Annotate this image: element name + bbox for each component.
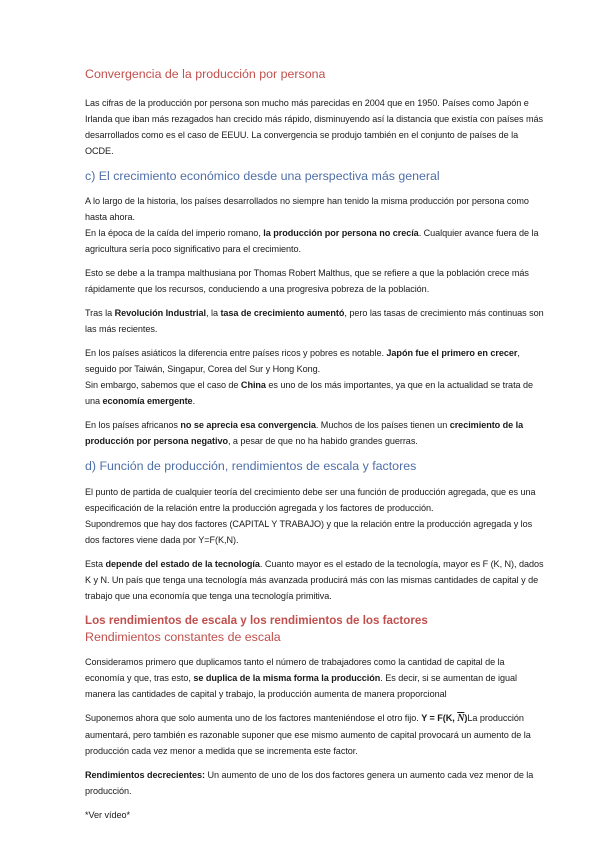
heading-rendimientos: Los rendimientos de escala y los rendimientos de los factores bbox=[85, 613, 428, 627]
paragraph-rendimientos-constantes: Consideramos primero que duplicamos tanto el número de trabajadores como la cantidad de capital de la economía y que, tras esto, se duplica de la misma forma la producción. Es decir, si se aumentan de igual manera las cantidades de capital y trabajo, la producción aumenta de manera proporcional bbox=[85, 657, 518, 700]
paragraph-un-factor: Suponemos ahora que solo aumenta uno de los factores manteniéndose el otro fijo. Y = F(K, $\overline{N})La$ producción aumentará, pero también es razonable suponer que ese mismo aumento de capital provocará un aumento de la producción cada vez menor a medida que se incrementa este factor. bbox=[85, 713, 531, 757]
paragraph-historia: A lo largo de la historia, los países desarrollados no siempre han tenido la misma producción por persona como hasta ahora. bbox=[85, 196, 529, 222]
paragraph-rendimientos-decrecientes: Rendimientos decrecientes: Un aumento de uno de los dos factores genera un aumento cada vez menor de la producción. bbox=[85, 770, 534, 797]
heading-crecimiento-general: c) El crecimiento económico desde una perspectiva más general bbox=[85, 168, 440, 183]
paragraph-ver-video: *Ver vídeo* bbox=[85, 810, 130, 821]
paragraph-revolucion-industrial: Tras la Revolución Industrial, la tasa de crecimiento aumentó, pero las tasas de crecimiento más continuas son las más recientes. bbox=[85, 308, 544, 334]
heading-convergencia: Convergencia de la producción por persona bbox=[85, 67, 326, 81]
paragraph-china: Sin embargo, sabemos que el caso de China es uno de los más importantes, ya que en la actualidad se trata de una economía emergente. bbox=[85, 380, 534, 406]
subheading-rendimientos-constantes: Rendimientos constantes de escala bbox=[85, 629, 281, 644]
paragraph-convergencia: Las cifras de la producción por persona son mucho más parecidas en 2004 que en 1950. Países como Japón e Irlanda que iban más rezagados han crecido más rápido, disminuyendo así la distancia que existía con países más desarrollados como es el caso de EEUU. La convergencia se produjo también en el conjunto de países de la OCDE. bbox=[85, 97, 543, 156]
paragraph-imperio-romano: En la época de la caída del imperio romano, la producción por persona no crecía. Cualquier avance fuera de la agricultura sería poco significativo para el crecimiento. bbox=[85, 228, 539, 254]
heading-funcion-produccion: d) Función de producción, rendimientos de escala y factores bbox=[85, 459, 417, 473]
paragraph-africa: En los países africanos no se aprecia esa convergencia. Muchos de los países tienen un crecimiento de la producción por persona negativo, a pesar de que no ha habido grandes guerras. bbox=[85, 420, 524, 446]
paragraph-malthus: Esto se debe a la trampa malthusiana por Thomas Robert Malthus, que se refiere a que la población crece más rápidamente que los recursos, conduciendo a una progresiva pobreza de la población. bbox=[85, 268, 529, 294]
formula-y-fkn: Y = F(K, $\overline{N}$) bbox=[421, 713, 468, 725]
paragraph-funcion-agregada: El punto de partida de cualquier teoría del crecimiento debe ser una función de producción agregada, que es una especificación de la relación entre la producción agregada y los factores de producción. bbox=[85, 486, 536, 513]
paragraph-asia: En los países asiáticos la diferencia entre países ricos y pobres es notable. Japón fue el primero en crecer, seguido por Taiwán, Singapur, Corea del Sur y Hong Kong. bbox=[85, 348, 520, 374]
paragraph-tecnologia: Esta depende del estado de la tecnología. Cuanto mayor es el estado de la tecnología, mayor es F (K, N), dados K y N. Un país que tenga una tecnología más avanzada producirá más con las mismas cantidades de capital y de trabajo que una economía que tenga una tecnología primitiva. bbox=[85, 558, 544, 601]
paragraph-dos-factores: Supondremos que hay dos factores (CAPITAL Y TRABAJO) y que la relación entre la producción agregada y los dos factores viene dada por Y=F(K,N). bbox=[85, 518, 533, 545]
